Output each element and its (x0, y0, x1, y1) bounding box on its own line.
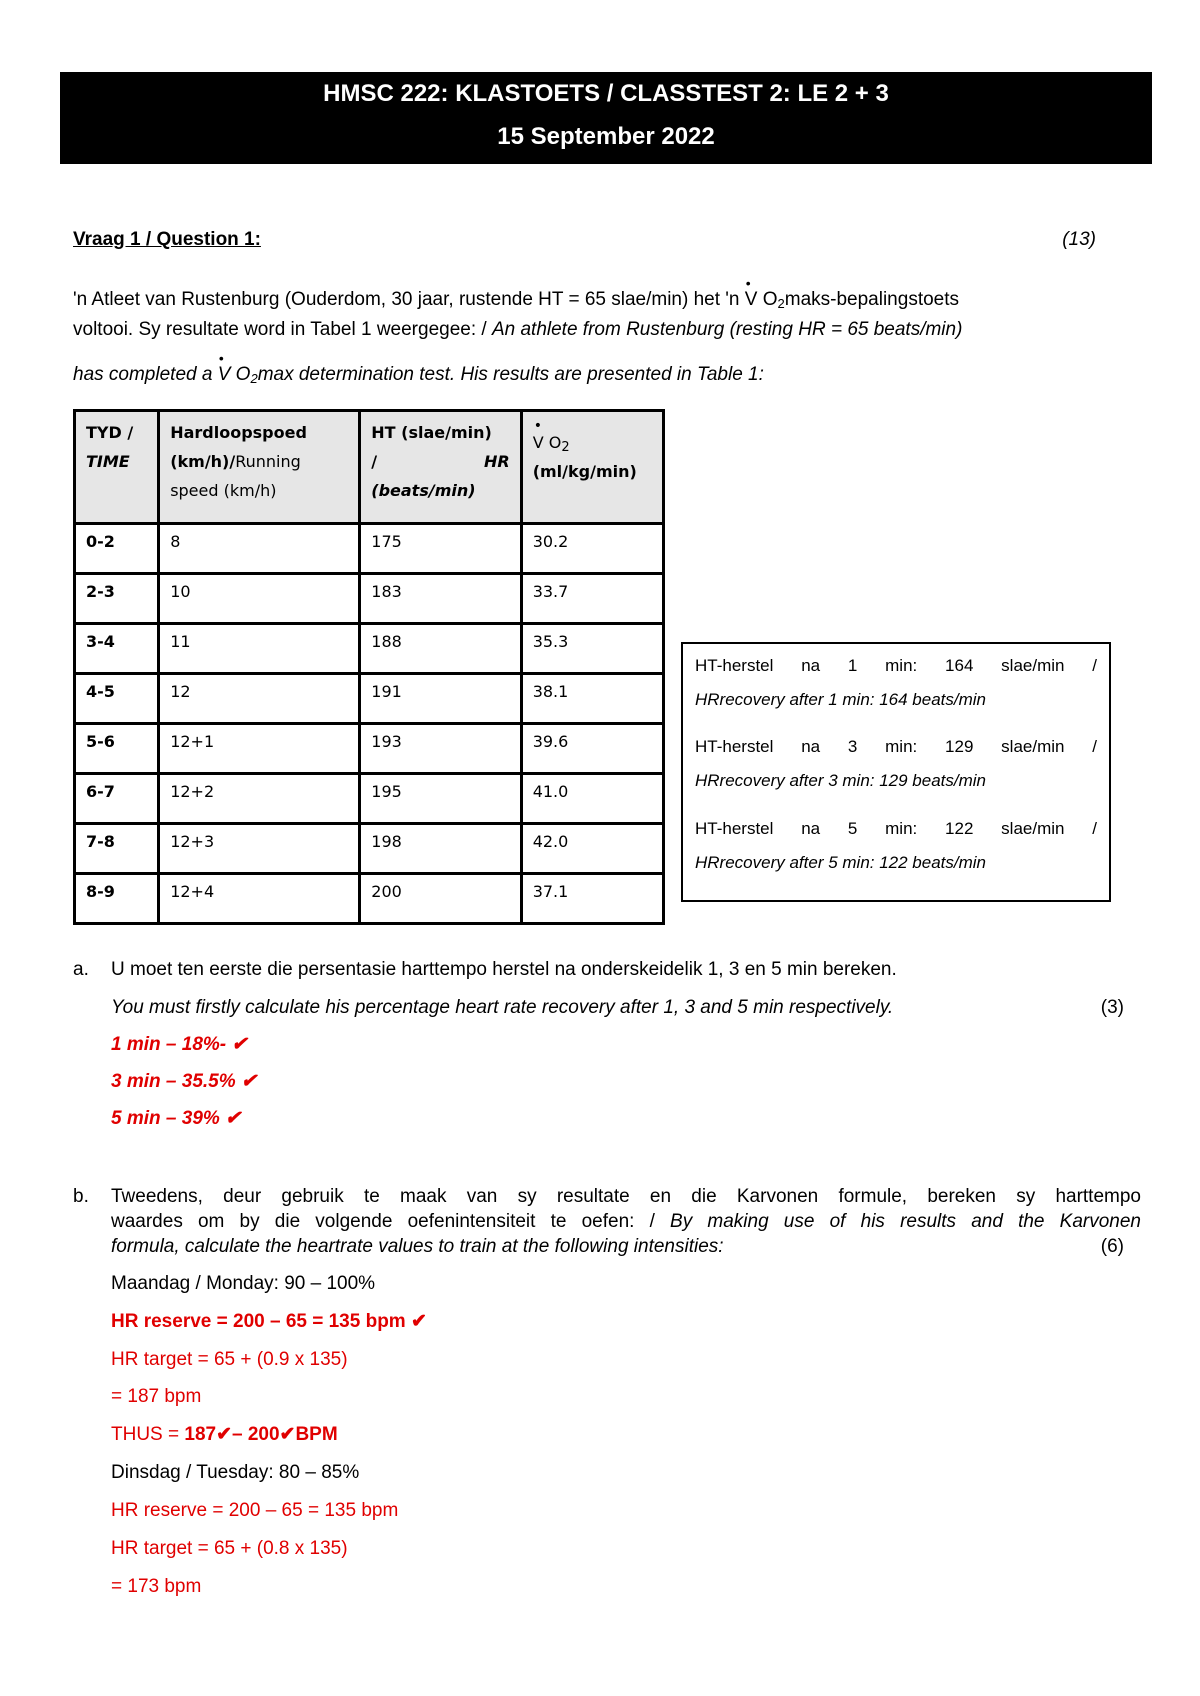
header-time-af: TYD / (86, 423, 134, 442)
vo2-o: O (230, 364, 251, 385)
tuesday-hr-target: HR target = 65 + (0.8 x 135) (111, 1538, 348, 1559)
cell-vo2: 35.3 (521, 624, 663, 674)
table-row (75, 624, 664, 674)
part-a-text-en: You must firstly calculate his percentage heart rate recovery after 1, 3 and 5 min respectively. (111, 997, 894, 1018)
recovery-3min-en: HRrecovery after 3 min: 129 beats/min (695, 771, 987, 790)
cell-vo2: 39.6 (521, 724, 663, 774)
vo2-v-dot: • V (218, 363, 231, 386)
cell-time: 2-3 (75, 574, 159, 624)
recovery-3min-af: HT-herstel na 3 min: 129 slae/min / (695, 737, 1097, 756)
monday-thus-label: THUS = (111, 1424, 185, 1445)
header-hr-slash: / (371, 452, 378, 471)
intro-line-2-en: An athlete from Rustenburg (resting HR = 65 beats/min) (491, 319, 963, 340)
monday-hr-target: HR target = 65 + (0.9 x 135) (111, 1349, 348, 1370)
cell-vo2: 37.1 (521, 874, 663, 924)
monday-result: = 187 bpm (111, 1386, 202, 1407)
header-speed-af: Hardloopspoed (170, 423, 307, 442)
cell-speed: 12+3 (159, 824, 360, 874)
cell-speed: 11 (159, 624, 360, 674)
part-b-text-line3: formula, calculate the heartrate values to train at the following intensities: (111, 1236, 724, 1257)
vo2-sub: 2 (777, 296, 785, 311)
cell-speed: 10 (159, 574, 360, 624)
cell-hr: 200 (360, 874, 521, 924)
intro-line-1-end: maks-bepalingstoets (784, 289, 960, 310)
document-date: 15 September 2022 (497, 123, 715, 150)
cell-speed: 12 (159, 674, 360, 724)
cell-time: 7-8 (75, 824, 159, 874)
monday-hr-reserve: HR reserve = 200 – 65 = 135 bpm ✔ (111, 1311, 427, 1332)
monday-thus-range: 187✔– 200✔BPM (184, 1424, 338, 1445)
intro-line-3 (73, 363, 764, 386)
table-row (75, 574, 664, 624)
header-vo2-o: O (543, 433, 562, 452)
cell-time: 8-9 (75, 874, 159, 924)
recovery-5min-af: HT-herstel na 5 min: 122 slae/min / (695, 819, 1097, 838)
cell-hr: 193 (360, 724, 521, 774)
part-a-marks: (3) (1100, 997, 1124, 1018)
part-b-marks: (6) (1100, 1236, 1124, 1257)
table-row (75, 874, 664, 924)
question1-heading: Vraag 1 / Question 1: (73, 229, 261, 250)
cell-vo2: 33.7 (521, 574, 663, 624)
header-vo2-v: • V (533, 428, 544, 457)
answer-a-5min: 5 min – 39% ✔ (111, 1108, 241, 1129)
part-a-text-af: U moet ten eerste die persentasie harttempo herstel na onderskeidelik 1, 3 en 5 min bereken. (111, 959, 897, 980)
table-row (75, 724, 664, 774)
cell-vo2: 38.1 (521, 674, 663, 724)
monday-intensity: Maandag / Monday: 90 – 100% (111, 1273, 376, 1294)
header-vo2-sub: 2 (561, 440, 570, 455)
cell-hr: 191 (360, 674, 521, 724)
cell-hr: 188 (360, 624, 521, 674)
hr-recovery-box (681, 642, 1111, 902)
answer-a-1min: 1 min – 18%- ✔ (111, 1034, 248, 1055)
cell-speed: 12+1 (159, 724, 360, 774)
cell-time: 0-2 (75, 524, 159, 574)
table-row (75, 674, 664, 724)
table-row (75, 774, 664, 824)
cell-hr: 175 (360, 524, 521, 574)
header-speed-en2: speed (km/h) (170, 481, 277, 500)
part-b-text-line2-af: waardes om by die volgende oefenintensiteit te oefen: / (111, 1211, 671, 1232)
part-b-text-line1: Tweedens, deur gebruik te maak van sy resultate en die Karvonen formule, bereken sy harttempo (111, 1186, 1141, 1207)
recovery-1min-af: HT-herstel na 1 min: 164 slae/min / (695, 656, 1097, 675)
cell-time: 4-5 (75, 674, 159, 724)
intro-line-2-af: voltooi. Sy resultate word in Tabel 1 weergegee: / (73, 319, 492, 340)
cell-time: 3-4 (75, 624, 159, 674)
question1-marks: (13) (1062, 229, 1096, 250)
header-hr-en2: (beats/min) (371, 481, 476, 500)
header-hr-af: HT (slae/min) (371, 423, 492, 442)
cell-vo2: 42.0 (521, 824, 663, 874)
answer-a-3min: 3 min – 35.5% ✔ (111, 1071, 257, 1092)
header-time (75, 411, 159, 524)
cell-speed: 12+4 (159, 874, 360, 924)
table-header-row (75, 411, 664, 524)
header-hr (360, 411, 521, 524)
cell-hr: 198 (360, 824, 521, 874)
recovery-1min-en: HRrecovery after 1 min: 164 beats/min (695, 690, 987, 709)
tuesday-result: = 173 bpm (111, 1576, 202, 1597)
intro-line-3-end: max determination test. His results are presented in Table 1: (257, 364, 764, 385)
cell-speed: 12+2 (159, 774, 360, 824)
header-speed-unit: (km/h)/ (170, 452, 236, 471)
intro-line-1 (73, 288, 959, 311)
cell-speed: 8 (159, 524, 360, 574)
header-speed (159, 411, 360, 524)
vo2-v-dot: • V (745, 288, 758, 311)
document-title: HMSC 222: KLASTOETS / CLASSTEST 2: LE 2 + 3 (323, 80, 889, 107)
cell-hr: 183 (360, 574, 521, 624)
cell-vo2: 41.0 (521, 774, 663, 824)
table-row (75, 524, 664, 574)
part-b-text-line2 (111, 1210, 1141, 1233)
header-vo2 (521, 411, 663, 524)
part-a-label: a. (73, 959, 89, 980)
cell-hr: 195 (360, 774, 521, 824)
monday-thus (111, 1423, 338, 1446)
recovery-5min-en: HRrecovery after 5 min: 122 beats/min (695, 853, 987, 872)
vo2-sub: 2 (250, 371, 258, 386)
header-vo2-unit: (ml/kg/min) (532, 462, 637, 481)
header-speed-en1: Running (235, 452, 301, 471)
cell-time: 6-7 (75, 774, 159, 824)
vo2-o: O (757, 289, 778, 310)
cell-vo2: 30.2 (521, 524, 663, 574)
part-b-text-line2-en: By making use of his results and the Karvonen (670, 1211, 1141, 1232)
results-table (73, 409, 665, 925)
table-row (75, 824, 664, 874)
tuesday-intensity: Dinsdag / Tuesday: 80 – 85% (111, 1462, 360, 1483)
intro-line-3-a: has completed a (73, 364, 218, 385)
header-hr-en1: HR (483, 452, 510, 471)
intro-line-2 (73, 318, 962, 341)
tuesday-hr-reserve: HR reserve = 200 – 65 = 135 bpm (111, 1500, 399, 1521)
intro-line-1-text: 'n Atleet van Rustenburg (Ouderdom, 30 jaar, rustende HT = 65 slae/min) het 'n (73, 289, 740, 310)
part-b-label: b. (73, 1186, 89, 1207)
cell-time: 5-6 (75, 724, 159, 774)
header-banner (60, 72, 1152, 164)
header-time-en: TIME (86, 452, 130, 471)
